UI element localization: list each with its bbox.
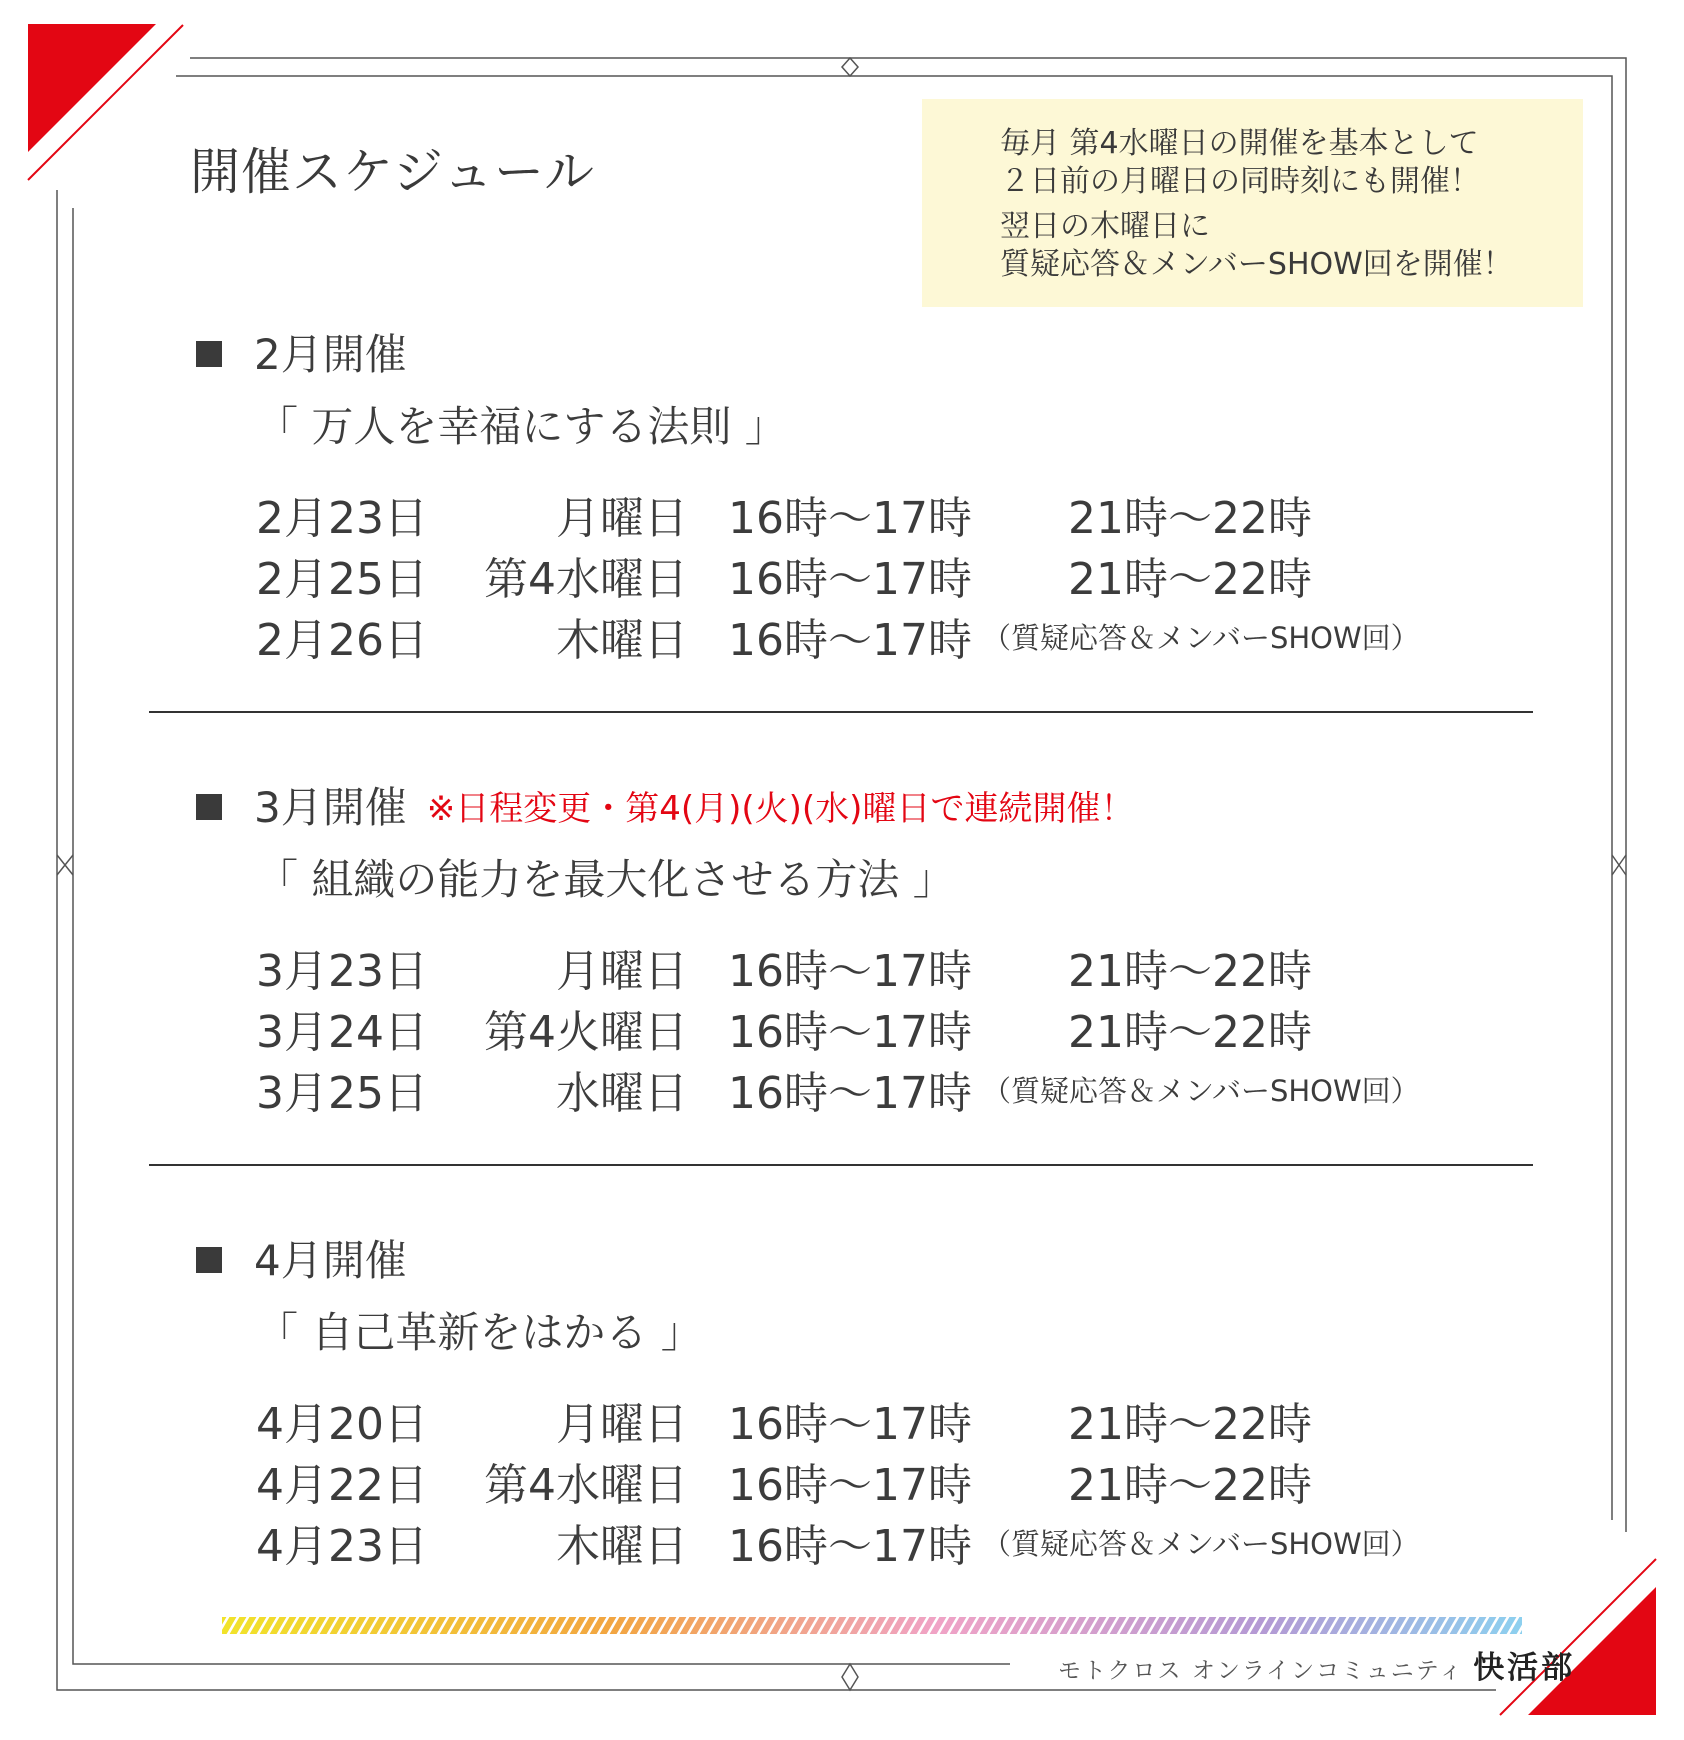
- time-slot-2: 21時～22時: [1068, 1460, 1312, 1511]
- weekday: 第4水曜日: [484, 1460, 688, 1511]
- page-title: 開催スケジュール: [190, 143, 595, 201]
- weekday: 水曜日: [556, 1068, 688, 1119]
- weekday: 木曜日: [556, 1521, 688, 1572]
- section-heading: 3月開催: [254, 783, 407, 832]
- date: 2月25日: [256, 554, 428, 605]
- session-note: （質疑応答＆メンバーSHOW回）: [982, 1074, 1420, 1108]
- community-name: モトクロス オンラインコミュニティ: [1058, 1658, 1464, 1684]
- note-line: 質疑応答＆メンバーSHOW回を開催！: [1000, 247, 1513, 282]
- note-line: ２日前の月曜日の同時刻にも開催！: [1000, 164, 1480, 199]
- note-line: 毎月 第4水曜日の開催を基本として: [1000, 126, 1479, 161]
- footer-credit: [1058, 1642, 1575, 1687]
- time-slot-1: 16時～17時: [728, 1007, 972, 1058]
- time-slot-1: 16時～17時: [728, 1521, 972, 1572]
- time-slot-1: 16時～17時: [728, 946, 972, 997]
- date: 2月26日: [256, 615, 428, 666]
- date: 2月23日: [256, 493, 428, 544]
- time-slot-1: 16時～17時: [728, 1068, 972, 1119]
- section-heading: 2月開催: [254, 330, 407, 379]
- session-note: （質疑応答＆メンバーSHOW回）: [982, 621, 1420, 655]
- time-slot-2: 21時～22時: [1068, 1007, 1312, 1058]
- weekday: 月曜日: [556, 1399, 688, 1450]
- note-line: 翌日の木曜日に: [1000, 209, 1210, 244]
- square-bullet-icon: [196, 1247, 222, 1273]
- info-note-box: [922, 99, 1583, 307]
- time-slot-1: 16時～17時: [728, 1399, 972, 1450]
- time-slot-1: 16時～17時: [728, 554, 972, 605]
- weekday: 第4火曜日: [484, 1007, 688, 1058]
- square-bullet-icon: [196, 794, 222, 820]
- time-slot-2: 21時～22時: [1068, 1399, 1312, 1450]
- section-heading: 4月開催: [254, 1236, 407, 1285]
- schedule-change-notice: ※日程変更・第4(月)(火)(水)曜日で連続開催！: [426, 789, 1135, 829]
- time-slot-1: 16時～17時: [728, 493, 972, 544]
- section-divider: [149, 711, 1533, 713]
- time-slot-2: 21時～22時: [1068, 554, 1312, 605]
- session-note: （質疑応答＆メンバーSHOW回）: [982, 1527, 1420, 1561]
- weekday: 月曜日: [556, 946, 688, 997]
- time-slot-2: 21時～22時: [1068, 946, 1312, 997]
- date: 4月23日: [256, 1521, 428, 1572]
- weekday: 月曜日: [556, 493, 688, 544]
- section-theme: 「 万人を幸福にする法則 」: [256, 402, 787, 451]
- time-slot-1: 16時～17時: [728, 1460, 972, 1511]
- date: 3月23日: [256, 946, 428, 997]
- date: 4月20日: [256, 1399, 428, 1450]
- square-bullet-icon: [196, 341, 222, 367]
- section-divider: [149, 1164, 1533, 1166]
- date: 3月25日: [256, 1068, 428, 1119]
- section-theme: 「 組織の能力を最大化させる方法 」: [256, 855, 955, 904]
- date: 3月24日: [256, 1007, 428, 1058]
- weekday: 第4水曜日: [484, 554, 688, 605]
- weekday: 木曜日: [556, 615, 688, 666]
- section-theme: 「 自己革新をはかる 」: [256, 1308, 703, 1357]
- time-slot-2: 21時～22時: [1068, 493, 1312, 544]
- time-slot-1: 16時～17時: [728, 615, 972, 666]
- date: 4月22日: [256, 1460, 428, 1511]
- corner-triangle-top-left: [28, 24, 156, 152]
- club-logo-text: 快活部: [1473, 1650, 1576, 1686]
